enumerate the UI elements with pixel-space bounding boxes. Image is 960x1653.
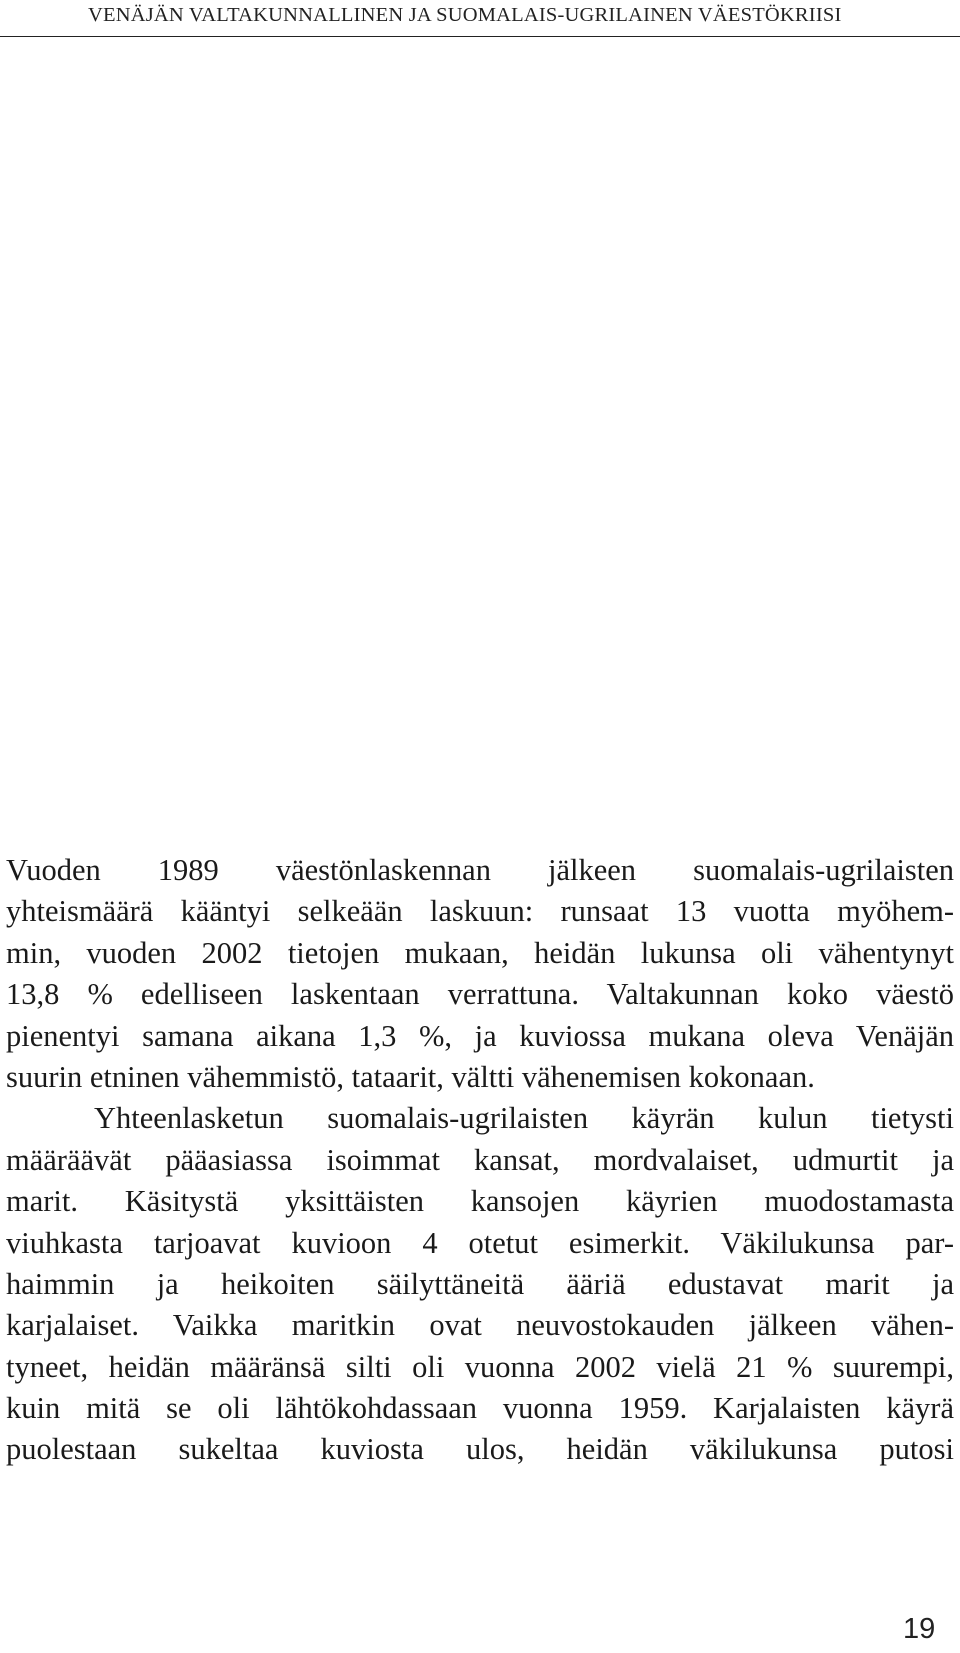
text-line: karjalaiset. Vaikka maritkin ovat neuvostokauden jälkeen vähen-: [6, 1308, 954, 1343]
text-line: suurin etninen vähemmistö, tataarit, vältti vähenemisen kokonaan.: [6, 1059, 815, 1094]
text-line: pienentyi samana aikana 1,3 %, ja kuviossa mukana oleva Venäjän: [6, 1018, 954, 1053]
text-line: marit. Käsitystä yksittäisten kansojen käyrien muodostamasta: [6, 1184, 954, 1219]
running-header: VENÄJÄN VALTAKUNNALLINEN JA SUOMALAIS-UGRILAINEN VÄESTÖKRIISI: [88, 4, 842, 26]
text-line: viuhkasta tarjoavat kuvioon 4 otetut esimerkit. Väkilukunsa par-: [6, 1225, 954, 1260]
text-line: määräävät pääasiassa isoimmat kansat, mordvalaiset, udmurtit ja: [6, 1142, 954, 1177]
header-rule: [0, 36, 960, 37]
text-line: tyneet, heidän määränsä silti oli vuonna 2002 vielä 21 % suurempi,: [6, 1349, 954, 1384]
text-line: Yhteenlasketun suomalais-ugrilaisten käyrän kulun tietysti: [94, 1101, 954, 1136]
text-line: 13,8 % edelliseen laskentaan verrattuna. Valtakunnan koko väestö: [6, 977, 954, 1012]
body-text: [6, 850, 954, 1471]
text-line: puolestaan sukeltaa kuviosta ulos, heidän väkilukunsa putosi: [6, 1432, 954, 1467]
text-line: Vuoden 1989 väestönlaskennan jälkeen suomalais-ugrilaisten: [6, 853, 954, 887]
page-number: 19: [903, 1613, 936, 1645]
text-line: haimmin ja heikoiten säilyttäneitä ääriä edustavat marit ja: [6, 1266, 954, 1301]
text-line: yhteismäärä kääntyi selkeään laskuun: runsaat 13 vuotta myöhem-: [6, 894, 954, 929]
text-line: kuin mitä se oli lähtökohdassaan vuonna 1959. Karjalaisten käyrä: [6, 1391, 954, 1426]
text-line: min, vuoden 2002 tietojen mukaan, heidän lukunsa oli vähentynyt: [6, 935, 954, 970]
